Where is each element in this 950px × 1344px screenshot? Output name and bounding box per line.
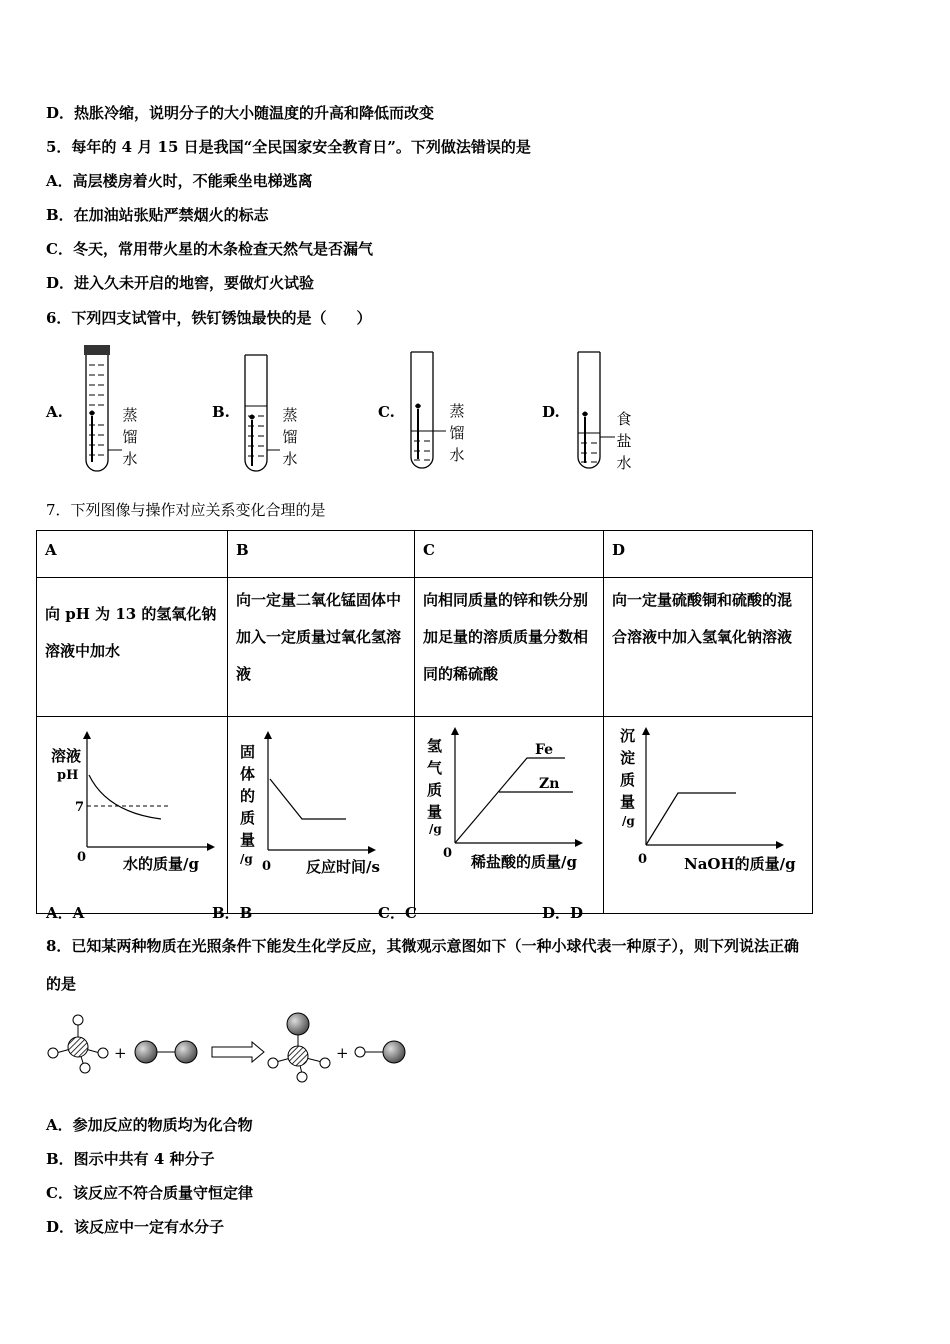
q7-answer-a: A．A — [46, 904, 85, 922]
tube-a-liquid-2: 馏 — [122, 428, 138, 446]
graph-c-origin: 0 — [443, 846, 453, 861]
graph-a-origin: 0 — [77, 850, 87, 865]
q6-tube-a — [70, 340, 170, 475]
q6-tube-c — [398, 347, 498, 472]
q7-header-d: D — [604, 531, 813, 578]
q5-option-d: D．进入久未开启的地窖，要做灯火试验 — [46, 274, 315, 292]
graph-c-ylabel-2: 气 — [427, 759, 443, 777]
q8-option-d: D．该反应中一定有水分子 — [46, 1218, 225, 1236]
q6-option-b-label: B. — [212, 403, 230, 421]
product-molecule-1 — [268, 1013, 330, 1082]
graph-a-xlabel: 水的质量/g — [123, 855, 199, 873]
q7-graph-a-cell — [37, 717, 228, 914]
q4-option-d: D．热胀冷缩，说明分子的大小随温度的升高和降低而改变 — [46, 104, 435, 122]
q5-option-b: B．在加油站张贴严禁烟火的标志 — [46, 206, 269, 224]
q8-option-c: C．该反应不符合质量守恒定律 — [46, 1184, 253, 1202]
q6-option-d-label: D. — [542, 403, 560, 421]
q7-answer-d: D．D — [542, 904, 584, 922]
graph-c-zn-label: Zn — [539, 776, 560, 792]
q8-molecule-diagram — [40, 1010, 420, 1090]
q7-desc-d: 向一定量硫酸铜和硫酸的混合溶液中加入氢氧化钠溶液 — [604, 578, 813, 717]
q7-graph-a — [37, 717, 227, 913]
tube-c-liquid-1: 蒸 — [449, 402, 465, 420]
graph-c-ylabel-4: 量 — [427, 803, 443, 821]
q7-graph-b-cell — [228, 717, 415, 914]
graph-c-ylabel-3: 质 — [427, 781, 443, 799]
q8-option-b: B．图示中共有 4 种分子 — [46, 1150, 215, 1168]
q5-option-c: C．冬天，常用带火星的木条检查天然气是否漏气 — [46, 240, 373, 258]
tube-c-liquid-2: 馏 — [449, 424, 465, 442]
tube-b-liquid-1: 蒸 — [282, 406, 298, 424]
graph-b-yunit: /g — [240, 852, 253, 866]
graph-b-ylabel-4: 质 — [240, 809, 256, 827]
tube-a-stopper — [84, 345, 110, 355]
q7-answer-b: B．B — [212, 904, 253, 922]
q8-plus-1: + — [114, 1044, 127, 1062]
q8-stem-line-2: 的是 — [46, 975, 77, 993]
tube-d-liquid-2: 盐 — [616, 432, 632, 450]
graph-b-ylabel-1: 固 — [240, 743, 256, 761]
q6-option-a-label: A. — [46, 403, 63, 421]
graph-d-yunit: /g — [622, 814, 635, 828]
q7-header-a: A — [37, 531, 228, 578]
tube-d-liquid-1: 食 — [616, 410, 632, 428]
q5-stem: 5．每年的 4 月 15 日是我国“全民国家安全教育日”。下列做法错误的是 — [46, 138, 531, 156]
graph-c-yunit: /g — [429, 822, 442, 836]
q7-table — [36, 530, 813, 914]
q7-header-b: B — [228, 531, 415, 578]
graph-b-origin: 0 — [262, 859, 272, 874]
graph-a-ylabel-2: pH — [57, 768, 79, 783]
q6-stem: 6．下列四支试管中，铁钉锈蚀最快的是（ ） — [46, 309, 372, 327]
tube-c-liquid-3: 水 — [449, 446, 465, 464]
graph-c-ylabel-1: 氢 — [427, 737, 443, 755]
q7-desc-b: 向一定量二氧化锰固体中加入一定质量过氧化氢溶液 — [228, 578, 415, 717]
tube-d-liquid-3: 水 — [616, 454, 632, 472]
graph-b-ylabel-5: 量 — [240, 831, 256, 849]
q7-graph-d-cell — [604, 717, 813, 914]
reaction-arrow-icon — [212, 1042, 264, 1062]
graph-c-xlabel: 稀盐酸的质量/g — [471, 853, 577, 871]
q7-graph-d — [604, 717, 812, 913]
graph-b-ylabel-3: 的 — [240, 787, 256, 805]
tube-b-liquid-3: 水 — [282, 450, 298, 468]
product-molecule-2 — [355, 1041, 405, 1063]
reactant-molecule-1 — [48, 1015, 108, 1073]
reactant-molecule-2 — [135, 1041, 197, 1063]
graph-d-ylabel-1: 沉 — [620, 727, 636, 745]
graph-d-ylabel-3: 质 — [620, 771, 636, 789]
graph-d-ylabel-4: 量 — [620, 793, 636, 811]
graph-a-ylabel-1: 溶液 — [51, 747, 82, 765]
q7-desc-a: 向 pH 为 13 的氢氧化钠溶液中加水 — [37, 578, 228, 717]
q7-desc-c: 向相同质量的锌和铁分别加足量的溶质质量分数相同的稀硫酸 — [415, 578, 604, 717]
tube-a-liquid-1: 蒸 — [122, 406, 138, 424]
tube-b-liquid-2: 馏 — [282, 428, 298, 446]
q6-tube-d — [565, 347, 665, 472]
graph-b-xlabel: 反应时间/s — [306, 858, 380, 876]
graph-c-fe-label: Fe — [535, 742, 554, 758]
q6-option-c-label: C. — [378, 403, 395, 421]
q5-option-a: A．高层楼房着火时，不能乘坐电梯逃离 — [46, 172, 313, 190]
q8-stem-line-1: 8．已知某两种物质在光照条件下能发生化学反应，其微观示意图如下（一种小球代表一种原子），则下列说法正确 — [46, 937, 799, 955]
q8-option-a: A．参加反应的物质均为化合物 — [46, 1116, 253, 1134]
q7-header-c: C — [415, 531, 604, 578]
q8-plus-2: + — [336, 1044, 349, 1062]
tube-a-liquid-3: 水 — [122, 450, 138, 468]
graph-d-origin: 0 — [638, 852, 648, 867]
graph-d-ylabel-2: 淀 — [620, 749, 636, 767]
graph-b-ylabel-2: 体 — [240, 765, 256, 783]
q7-graph-c-cell — [415, 717, 604, 914]
q7-graph-b — [228, 717, 414, 913]
graph-a-tick-7: 7 — [75, 800, 85, 815]
q7-graph-c — [415, 717, 603, 913]
q7-stem: 7．下列图像与操作对应关系变化合理的是 — [46, 501, 326, 519]
q7-answer-c: C．C — [378, 904, 417, 922]
graph-d-xlabel: NaOH的质量/g — [684, 855, 796, 873]
